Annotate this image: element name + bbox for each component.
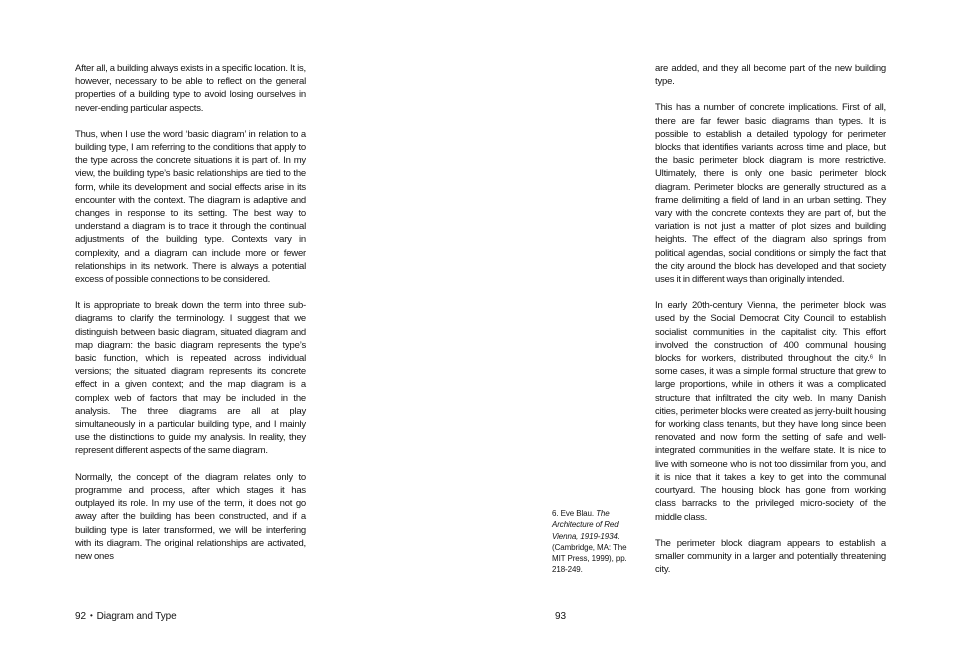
left-page-footer bbox=[75, 611, 177, 622]
footnote-citation-suffix: (Cambridge, MA: The MIT Press, 1999), pp. 218-249. bbox=[552, 542, 627, 575]
paragraph: In early 20th-century Vienna, the perimeter block was used by the Social Democrat City Council to establish socialist communities in the capitalist city. This effort involved the construction of 400 communal housing blocks for workers, distributed throughout the city.⁶ In some cases, it was a simple formal structure that grew to large proportions, while in others it was a complicated structure that infiltrated the city web. In many Danish cities, perimeter blocks were created as jerry-built housing for working class tenants, but they have long since been renovated and now form the setting of safe and well-integrated communities in the welfare state. It is nice to live with someone who is not too dissimilar from you, and it is nice that it takes a key to get into the communal courtyard. The housing block has gone from working class barracks to the privileged micro-society of the middle class. bbox=[655, 300, 886, 523]
paragraph: The perimeter block diagram appears to establish a smaller community in a larger and potentially threatening city. bbox=[655, 537, 886, 576]
paragraph: It is appropriate to break down the term into three sub-diagrams to clarify the terminology. I suggest that we distinguish between basic diagram, situated diagram and map diagram: the basic diagram represents the type’s basic function, which is repeated across individual versions; the situated diagram represents its concrete effect in a given context; and the map diagram is a complex web of factors that may be included in the analysis. The three diagrams are all at play simultaneously in a particular building type, and I mainly use the distinctions to guide my analysis. In reality, they represent different aspects of the same diagram. bbox=[75, 300, 306, 457]
footnote-book-title: The Architecture of Red Vienna, 1919-1934. bbox=[552, 509, 620, 541]
paragraph: Thus, when I use the word ‘basic diagram’ in relation to a building type, I am referring to the conditions that apply to the type across the concrete situations it is part of. In my view, the building type’s basic relationships are tied to the form, while its development and social effects arise in its encounter with the context. The diagram is adaptive and changes in response to its setting. The best way to understand a diagram is to trace it through the continual adjustments of the building type. Contexts vary in complexity, and a diagram can include more or fewer relationships in its network. There is always a potential excess of possible connections to be considered. bbox=[75, 128, 306, 286]
right-text-column bbox=[655, 62, 886, 576]
footnote bbox=[552, 508, 636, 576]
footnote-citation-prefix: 6. Eve Blau. bbox=[552, 509, 597, 518]
paragraph: This has a number of concrete implications. First of all, there are far fewer basic diagrams than types. It is possible to establish a detailed typology for perimeter blocks that identifies variants across time and place, but the basic perimeter block diagram is more restrictive. Ultimately, there is only one basic perimeter block diagram. Perimeter blocks are generally structured as a frame delimiting a field of land in an urban setting. They vary with the concrete contexts they are part of, but the variation is not just a matter of plot sizes and building heights. The effect of the diagram also springs from political agendas, social conditions or simply the fact that the city around the block has developed and that society uses it in different ways than originally intended. bbox=[655, 102, 886, 286]
paragraph: are added, and they all become part of the new building type. bbox=[655, 63, 886, 88]
chapter-title: Diagram and Type bbox=[96, 611, 177, 622]
paragraph: After all, a building always exists in a specific location. It is, however, necessary to be able to reflect on the general properties of a building type to avoid losing ourselves in never-ending particular aspects. bbox=[75, 63, 306, 114]
paragraph: Normally, the concept of the diagram relates only to programme and process, after which stages it has outplayed its role. In my use of the term, it does not go away after the building has been constructed, and if a building type is later transformed, we will be interfering with its diagram. The original relationships are activated, new ones bbox=[75, 471, 306, 562]
page-number-right: 93 bbox=[555, 611, 567, 622]
left-text-column bbox=[75, 62, 306, 563]
footer-separator: • bbox=[89, 611, 93, 620]
page-number-left: 92 bbox=[75, 611, 86, 622]
